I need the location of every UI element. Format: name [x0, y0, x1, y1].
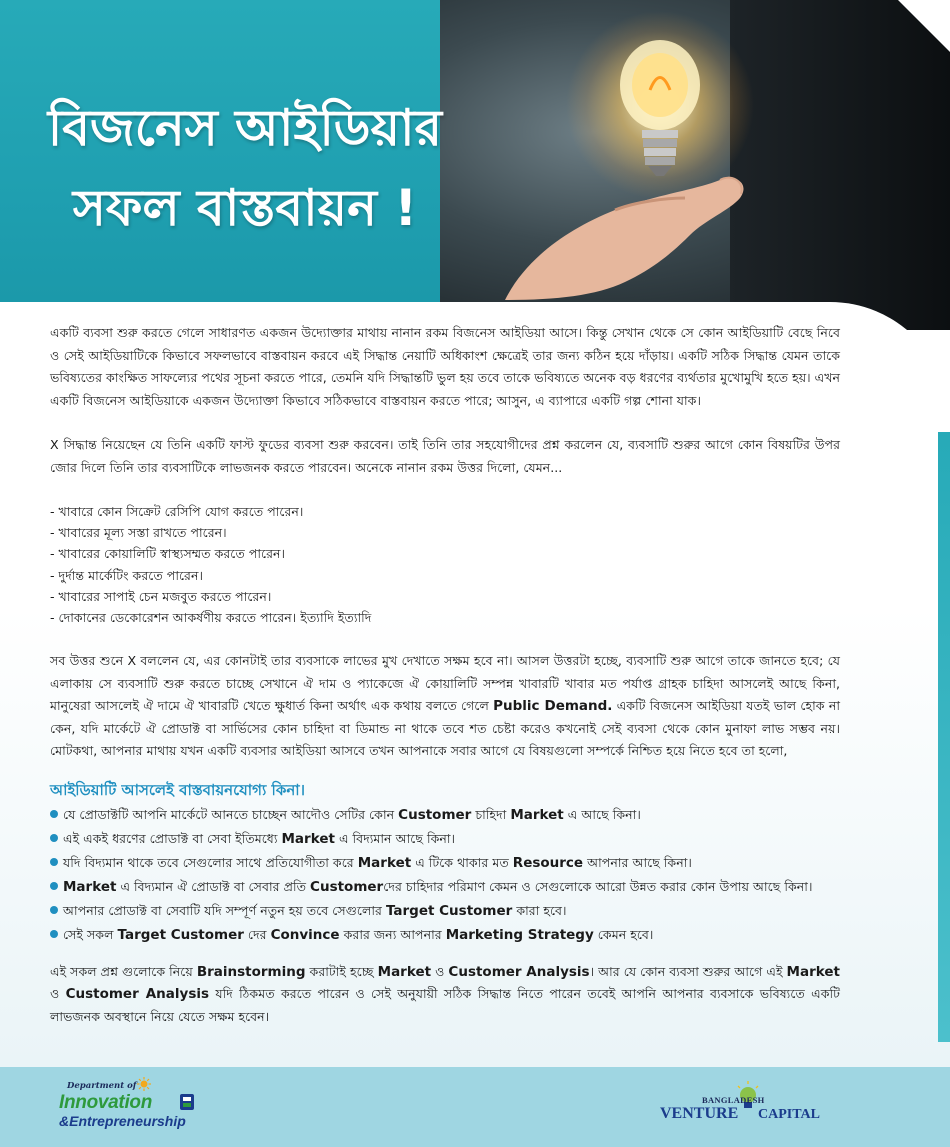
list-item: সেই সকল Target Customer দের Convince করার জন্য আপনার Marketing Strategy কেমন হবে।: [50, 923, 840, 947]
public-demand-emphasis: Public Demand.: [493, 698, 613, 715]
intro-paragraph: একটি ব্যবসা শুরু করতে গেলে সাধারণত একজন উদ্যোক্তার মাথায় নানান রকম বিজনেস আইডিয়া আসে। কিন্তু সেখান থেকে সে কোন আইডিয়াটি বেছে নিবে ও সেই আইডিয়াটিকে কিভাবে সফলভাবে বাস্তবায়ন করবে এই সিদ্ধান্ত নেয়াটি অধিকাংশ ক্ষেত্রেই তার জন্য কঠিন হয়ে দাঁড়ায়। একটি সঠিক সিদ্ধান্ত যেমন তাকে ভবিষ্যতের কাংক্ষিত সাফল্যের পথের সূচনা করতে পারে, তেমনি যদি সিদ্ধান্তটি ভুল হয় তবে তাকে ভবিষ্যতে অনেক বড় ধরণের ব্যর্থতার মুখোমুখি হতে হয়। এখন একটি বিজনেস আইডিয়াকে একজন উদ্যোক্তা কিভাবে সঠিকভাবে বাস্তবায়ন করতে পারে; আসুন, এ ব্যাপারে একটি গল্প শোনা যাক।: [50, 325, 840, 408]
logo-capital-text: CAPITAL: [758, 1107, 820, 1122]
list-item: আপনার প্রোডাক্ট বা সেবাটি যদি সম্পূর্ণ নতুন হয় তবে সেগুলোর Target Customer কারা হবে।: [50, 899, 840, 923]
bangladesh-venture-capital-logo: [660, 1079, 840, 1137]
side-stripe: [938, 432, 950, 1042]
bullet-dot-icon: [50, 930, 58, 938]
reply-text-1: সব উত্তর শুনে X বললেন যে, এর কোনটাই তার ব্যবসাকে লাভের মুখ দেখাতে সক্ষম হবে না। আসল উত্তরটা হচ্ছে, ব্যবসাটি শুরু আগে তাকে জানতে হবে; যে এলাকায় সে ব্যবসাটি শুরু করতে চাচ্ছে সেখানে ঐ দাম ও প্যাকেজে ঐ কোয়ালিটি সম্পন্ন খাবারটি খাবার মত পর্যাপ্ত গ্রাহক চাহিদা আসলেই আছে কিনা, মানুষেরা আসলেই ঐ দামে ঐ খাবারটি খেতে ক্ষুধার্ত কিনা অর্থাৎ এক কথায় বলতে গেলে: [50, 653, 840, 714]
logo-entrepreneurship-text: &Entrepreneurship: [59, 1113, 186, 1129]
list-item: - খাবারে কোন সিক্রেট রেসিপি যোগ করতে পারেন।: [50, 504, 304, 519]
sun-icon: [137, 1077, 151, 1091]
conclusion-paragraph: এই সকল প্রশ্ন গুলোকে নিয়ে Brainstorming করাটাই হচ্ছে Market ও Customer Analysis। আর যে কোন ব্যবসা শুরুর আগে এই Market ও Customer Analysis যদি ঠিকমত করতে পারেন ও সেই অনুযায়ী সঠিক সিদ্ধান্ত নিতে পারেন তবেই আপনি আপনার ব্যবসাকে ভবিষ্যতে একটি লাভজনক অবস্থানে নিয়ে যেতে সক্ষম হবেন।: [50, 963, 840, 1024]
list-item: - দুর্দান্ত মার্কেটিং করতে পারেন।: [50, 567, 203, 583]
list-item: - খাবারের সাপাই চেন মজবুত করতে পারেন।: [50, 588, 272, 604]
list-item: এই একই ধরণের প্রোডাক্ট বা সেবা ইতিমধ্যে Market এ বিদ্যমান আছে কিনা।: [50, 827, 840, 851]
list-item: - দোকানের ডেকোরেশন আকর্ষণীয় করতে পারেন। ইত্যাদি ইত্যাদি: [50, 610, 372, 626]
logo-dept-text: Department of: [67, 1081, 137, 1091]
logo-bangladesh-text: BANGLADESH: [702, 1095, 765, 1105]
list-item: Market এ বিদ্যমান ঐ প্রোডাক্ট বা সেবার প্রতি Customerদের চাহিদার পরিমাণ কেমন ও সেগুলোকে আরো উন্নত করার কোন উপায় আছে কিনা।: [50, 875, 840, 899]
logo-innovation-text: Innovation: [59, 1092, 153, 1113]
reply-text-2: একটি বিজনেস আইডিয়া যতই ভাল হোক না কেন, যদি মার্কেটে ঐ প্রোডাক্ট বা সার্ভিসের কোন চাহিদা বা ডিমান্ড না থাকে তবে শত চেষ্টা করেও কখনোই সেই ব্যবসা থেকে কোন মুনাফা লাভ সম্ভব নয়। মোটকথা, আপনার মাথায় যখন একটি ব্যবসার আইডিয়া আসবে তখন আপনাকে সবার আগে যে বিষয়গুলো সম্পর্কে নিশ্চিত হয়ে নিতে হবে তা হলো,: [50, 698, 840, 759]
page-curl: [898, 0, 950, 52]
hero-title-line2: সফল বাস্তবায়ন !: [72, 179, 418, 237]
reply-paragraph: [50, 650, 840, 763]
footer-bar: [0, 1067, 950, 1147]
hand-illustration: [505, 150, 765, 300]
list-item: - খাবারের মূল্য সস্তা রাখতে পারেন।: [50, 525, 227, 541]
feasibility-heading: আইডিয়াটি আসলেই বাস্তবায়নযোগ্য কিনা।: [50, 780, 305, 799]
chip-icon: [179, 1093, 195, 1111]
logo-venture-text: VENTURE: [660, 1105, 739, 1122]
list-item: যদি বিদ্যমান থাকে তবে সেগুলোর সাথে প্রতিযোগীতা করে Market এ টিকে থাকার মত Resource আপনার আছে কিনা।: [50, 851, 840, 875]
feasibility-list: [50, 803, 840, 947]
bullet-dot-icon: [50, 882, 58, 890]
hero-title-line1: বিজনেস আইডিয়ার: [47, 99, 443, 157]
bullet-dot-icon: [50, 810, 58, 818]
list-item: - খাবারের কোয়ালিটি স্বাস্থ্যসম্মত করতে পারেন।: [50, 546, 286, 562]
bullet-dot-icon: [50, 858, 58, 866]
innovation-entrepreneurship-logo: [57, 1077, 217, 1137]
article-body: [50, 322, 840, 1028]
story-paragraph: X সিদ্ধান্ত নিয়েছেন যে তিনি একটি ফাস্ট ফুডের ব্যবসা শুরু করবেন। তাই তিনি তার সহযোগীদের প্রশ্ন করলেন যে, ব্যবসাটি শুরুর আগে কোন বিষয়টির উপর জোর দিলে তিনি তার ব্যবসাটিকে লাভজনক করতে পারবেন। অনেকে নানান রকম উত্তর দিলো, যেমন...: [50, 437, 840, 475]
bullet-dot-icon: [50, 834, 58, 842]
bullet-dot-icon: [50, 906, 58, 914]
hero-banner: [0, 0, 950, 330]
answers-list: [50, 501, 840, 628]
list-item: যে প্রোডাক্টটি আপনি মার্কেটে আনতে চাচ্ছেন আদৌও সেটির কোন Customer চাহিদা Market এ আছে কিনা।: [50, 803, 840, 827]
hero-title: [25, 88, 465, 248]
